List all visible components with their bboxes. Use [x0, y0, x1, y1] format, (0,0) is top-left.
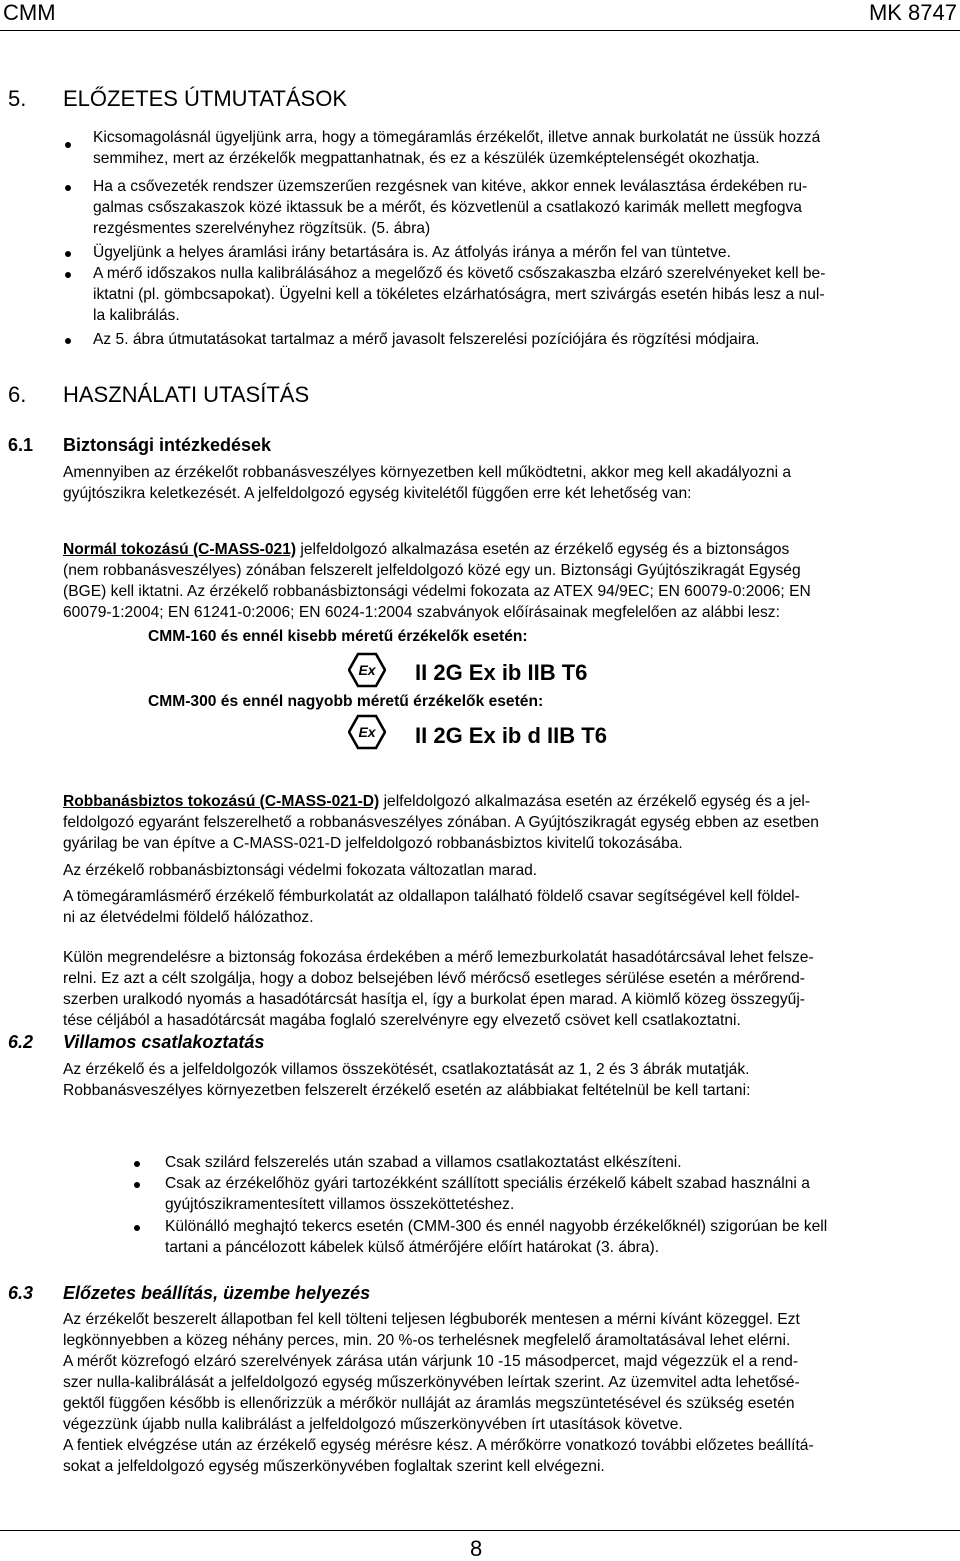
text-line: 60079-1:2004; EN 61241-0:2006; EN 6024-1:2004 szabványok előírásainak megfelelően az alábbi lesz: — [63, 604, 780, 621]
text-line: tése céljából a hasadótárcsát magába foglaló szerelvényre egy elvezető csövet kell csatlakoztatni. — [63, 1012, 741, 1029]
text-line: rezgésmentes szerelvényhez rögzítsük. (5. ábra) — [93, 220, 431, 237]
page-number: 8 — [470, 1536, 483, 1561]
text-line: Ügyeljünk a helyes áramlási irány betartására is. Az átfolyás iránya a mérőn fel van tüntetve. — [93, 244, 731, 261]
cmm300-ex-code: II 2G Ex ib d IIB T6 — [415, 723, 607, 748]
text-line: Csak az érzékelőhöz gyári tartozékként szállított speciális érzékelő kábelt szabad használni a — [165, 1175, 810, 1192]
text-line: (nem robbanásveszélyes) zónában felszerelt jelfeldolgozó közé egy un. Biztonsági Gyújtószikragát Egység — [63, 562, 801, 579]
text-line: feldolgozó egyaránt felszerelhető a robbanásveszélyes zónában. A Gyújtószikragát egység ebben az esetben — [63, 814, 819, 831]
text-line: A tömegáramlásmérő érzékelő fémburkolatát az oldallapon található földelő csavar segítségével kell földel- — [63, 888, 800, 905]
text-line: relni. Ez azt a célt szolgálja, hogy a doboz belsejében lévő mérőcső esetleges sérülése esetén a mérőrend- — [63, 970, 805, 987]
list-item — [165, 1216, 955, 1258]
text-line: Amennyiben az érzékelőt robbanásveszélyes környezetben kell működtetni, akkor meg kell akadályozni a — [63, 464, 792, 481]
list-item — [93, 242, 953, 263]
text-line: tartani a páncélozott kábelek külső átmérőjére előírt határokat (3. ábra). — [165, 1239, 660, 1256]
bullet-dot — [65, 338, 71, 344]
section-number: 6.2 — [8, 1032, 34, 1052]
text-line: szerben uralkodó nyomás a hasadótárcsát hasítja el, így a burkolat épen marad. A kiömlő közeg összegyűj- — [63, 991, 805, 1008]
text-line: Ha a csővezeték rendszer üzemszerűen rezgésnek van kitéve, akkor ennek leválasztása érdekében ru- — [93, 178, 808, 195]
section-6-3-heading — [8, 1282, 370, 1304]
list-item — [93, 127, 953, 169]
bullet-dot — [134, 1161, 140, 1167]
paragraph-normal-housing — [63, 539, 951, 623]
section-title: Előzetes beállítás, üzembe helyezés — [63, 1283, 371, 1303]
section-title: ELŐZETES ÚTMUTATÁSOK — [63, 86, 347, 111]
text-line: ni az életvédelmi földelő hálózathoz. — [63, 909, 314, 926]
list-item — [93, 263, 953, 326]
paragraph — [63, 462, 951, 504]
text-line: Különálló meghajtó tekercs esetén (CMM-300 és ennél nagyobb érzékelőknél) szigorúan be kell — [165, 1218, 828, 1235]
text-line: la kalibrálás. — [93, 307, 180, 324]
paragraph-explosion-proof — [63, 791, 951, 854]
paragraph — [63, 1059, 951, 1101]
paragraph — [63, 860, 951, 881]
bullet-dot — [65, 272, 71, 278]
text-line: végezzünk újabb nulla kalibrálást a jelfeldolgozó műszerkönyvében írt utasítások követve. — [63, 1416, 683, 1433]
list-item — [165, 1152, 955, 1173]
page-header — [0, 0, 960, 31]
ex-hexagon-icon — [348, 714, 386, 750]
text-line: Kicsomagolásnál ügyeljünk arra, hogy a tömegáramlás érzékelőt, illetve annak burkolatát ne üssük hozzá — [93, 129, 821, 146]
ex-hexagon-icon — [348, 652, 386, 688]
text-line: A mérő időszakos nulla kalibrálásához a megelőző és követő csőszakaszba elzáró szerelvényeket kell be- — [93, 265, 826, 282]
text-line — [63, 539, 951, 560]
list-item — [165, 1173, 955, 1215]
normal-housing-title: Normál tokozású (C-MASS-021) — [63, 541, 297, 558]
ex-symbol-text: Ex — [358, 662, 376, 678]
text-line: Az érzékelő és a jelfeldolgozók villamos összekötését, csatlakoztatását az 1, 2 és 3 ábrák mutatják. — [63, 1061, 750, 1078]
text-line: semmihez, mert az érzékelők megpattanhatnak, és ez a készülék üzemképtelenségét okozhatja. — [93, 150, 760, 167]
text-line: Az érzékelő robbanásbiztonsági védelmi fokozata változatlan marad. — [63, 862, 538, 879]
explosion-proof-title: Robbanásbiztos tokozású (C-MASS-021-D) — [63, 793, 380, 810]
section-number: 6.1 — [8, 435, 34, 455]
section-number: 6.3 — [8, 1283, 34, 1303]
section-5-heading — [8, 86, 347, 112]
cmm160-ex-code: II 2G Ex ib IIB T6 — [415, 660, 588, 685]
text-line: Az érzékelőt beszerelt állapotban fel kell tölteni teljesen légbuborék mentesen a mérni kívánt közeggel. Ezt — [63, 1311, 800, 1328]
text-line: szer nulla-kalibrálását a jelfeldolgozó egység műszerkönyvében leírtak szerint. Az üzemvitel adta lehetősé- — [63, 1374, 800, 1391]
text-line: sokat a jelfeldolgozó egység műszerkönyvében foglaltak szerint kell elvégezni. — [63, 1458, 605, 1475]
text-line: A fentiek elvégzése után az érzékelő egység mérésre kész. A mérőkörre vonatkozó további előzetes beállítá- — [63, 1437, 814, 1454]
list-item — [93, 329, 953, 350]
cmm160-label: CMM-160 és ennél kisebb méretű érzékelők esetén: — [148, 628, 528, 645]
header-left: CMM — [3, 0, 56, 25]
bullet-dot — [134, 1225, 140, 1231]
header-right: MK 8747 — [868, 0, 957, 25]
text-span: jelfeldolgozó alkalmazása esetén az érzékelő egység és a jel- — [379, 793, 811, 810]
text-line: galmas csőszakaszok közé iktassuk be a mérőt, és közvetlenül a csatlakozó karimák mellett megfogva — [93, 199, 802, 216]
bullet-dot — [134, 1182, 140, 1188]
bullet-dot — [65, 251, 71, 257]
section-title: Biztonsági intézkedések — [63, 435, 272, 455]
section-number: 5. — [8, 86, 27, 111]
text-line: A mérőt közrefogó elzáró szerelvények zárása után várjunk 10 -15 másodpercet, majd végezzük el a rend- — [63, 1353, 799, 1370]
text-line: Csak szilárd felszerelés után szabad a villamos csatlakoztatást elkészíteni. — [165, 1154, 682, 1171]
footer-divider — [0, 1530, 960, 1531]
paragraph — [63, 1309, 956, 1477]
section-title: Villamos csatlakoztatás — [63, 1032, 265, 1052]
text-line: Robbanásveszélyes környezetben felszerelt érzékelő esetén az alábbiakat feltételnül be kell tartani: — [63, 1082, 751, 1099]
text-line: gektől függően később is ellenőrizzük a mérőkör nulláját az áramlás megszüntetésével és szükség esetén — [63, 1395, 795, 1412]
text-line: Az 5. ábra útmutatásokat tartalmaz a mérő javasolt felszerelési pozíciójára és rögzítési módjaira. — [93, 331, 760, 348]
section-title: HASZNÁLATI UTASÍTÁS — [63, 382, 310, 407]
text-line — [63, 791, 951, 812]
text-line: (BGE) kell iktatni. Az érzékelő robbanásbiztonsági védelmi fokozata az ATEX 94/9EC; EN 60079-0:2006; EN — [63, 583, 811, 600]
paragraph — [63, 886, 951, 928]
paragraph — [63, 947, 951, 1031]
bullet-dot — [65, 185, 71, 191]
text-line: iktatni (pl. gömbcsapokat). Ügyelni kell a tökéletes elzárhatóságra, mert szivárgás esetén hibás lesz a nul- — [93, 286, 825, 303]
section-6-heading — [8, 382, 309, 408]
text-line: Külön megrendelésre a biztonság fokozása érdekében a mérő lemezburkolatát hasadótárcsával lehet felsze- — [63, 949, 814, 966]
text-span: jelfeldolgozó alkalmazása esetén az érzékelő egység és a biztonságos — [296, 541, 790, 558]
text-line: gyújtószikramentesített villamos összeköttetéshez. — [165, 1196, 515, 1213]
text-line: gyárilag be van építve a C-MASS-021-D jelfeldolgozó robbanásbiztos kivitelű tokozásába. — [63, 835, 683, 852]
list-item — [93, 176, 953, 239]
section-number: 6. — [8, 382, 27, 407]
text-line: gyújtószikra keletkezését. A jelfeldolgozó egység kivitelétől függően erre két lehetőség van: — [63, 485, 692, 502]
bullet-dot — [65, 142, 71, 148]
ex-symbol-text: Ex — [358, 724, 376, 740]
text-line: legkönnyebben a közeg néhány perces, min. 20 %-os terhelésnek megfelelő áramoltatásával lehet elérni. — [63, 1332, 791, 1349]
section-6-2-heading — [8, 1031, 264, 1053]
section-6-1-heading — [8, 434, 271, 456]
cmm300-label: CMM-300 és ennél nagyobb méretű érzékelők esetén: — [148, 693, 544, 710]
